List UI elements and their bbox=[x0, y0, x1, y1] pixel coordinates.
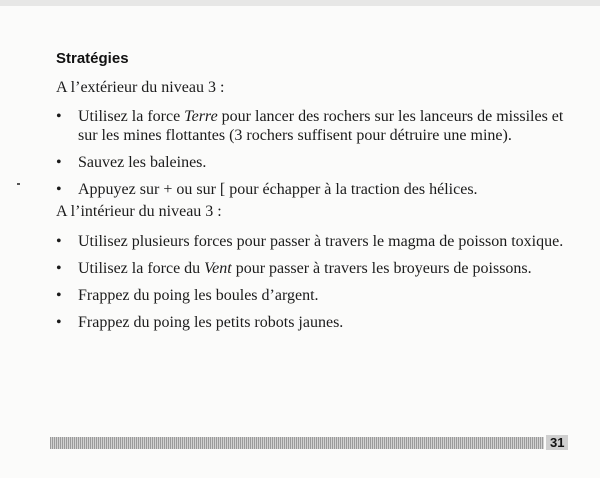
item-emphasis: Terre bbox=[184, 108, 218, 125]
bullet-icon: • bbox=[56, 314, 62, 331]
list-item bbox=[56, 286, 576, 305]
item-text: Frappez du poing les petits robots jaunes. bbox=[78, 314, 344, 331]
item-text: Appuyez sur + ou sur [ pour échapper à la traction des hélices. bbox=[78, 181, 478, 198]
item-text: Utilisez la force du bbox=[78, 260, 205, 277]
list-item bbox=[56, 180, 576, 199]
bullet-icon: • bbox=[56, 233, 62, 250]
interior-intro: A l’intérieur du niveau 3 : bbox=[56, 203, 222, 220]
section-heading: Stratégies bbox=[56, 50, 129, 67]
item-text: pour passer à travers les broyeurs de poissons. bbox=[231, 260, 532, 277]
item-text: pour lancer des rochers sur les lanceurs de missiles et sur les mines flottantes (3 rochers suffisent pour détruire une mine). bbox=[78, 108, 564, 144]
page-number: 31 bbox=[546, 435, 568, 450]
bullet-icon: • bbox=[56, 154, 62, 171]
item-text: Sauvez les baleines. bbox=[78, 154, 207, 171]
bullet-icon: • bbox=[56, 181, 62, 198]
bullet-icon: • bbox=[56, 287, 62, 304]
exterior-intro: A l’extérieur du niveau 3 : bbox=[56, 79, 225, 96]
list-item bbox=[56, 259, 576, 278]
footer-rule bbox=[50, 437, 544, 449]
item-text: Frappez du poing les boules d’argent. bbox=[78, 287, 319, 304]
list-item bbox=[56, 153, 576, 172]
list-item bbox=[56, 313, 576, 332]
item-text: Utilisez la force bbox=[78, 108, 185, 125]
scan-speck bbox=[17, 183, 20, 185]
exterior-list bbox=[56, 107, 576, 207]
list-item bbox=[56, 232, 576, 251]
bullet-icon: • bbox=[56, 260, 62, 277]
bullet-icon: • bbox=[56, 108, 62, 125]
interior-list bbox=[56, 232, 576, 340]
item-emphasis: Vent bbox=[204, 260, 232, 277]
item-text: Utilisez plusieurs forces pour passer à travers le magma de poisson toxique. bbox=[78, 233, 564, 250]
list-item bbox=[56, 107, 576, 145]
page-top-edge bbox=[0, 0, 600, 6]
